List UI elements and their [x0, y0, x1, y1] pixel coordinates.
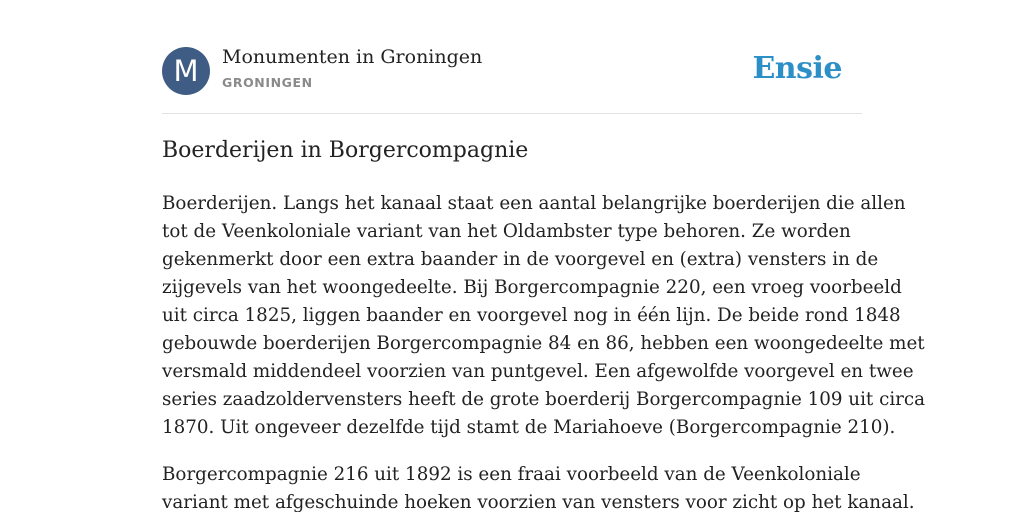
paragraph-line: gekenmerkt door een extra baander in de voorgevel en (extra) vensters in de: [162, 249, 879, 270]
source-subtitle: GRONINGEN: [222, 75, 313, 90]
paragraph-line: uit circa 1825, liggen baander en voorgevel nog in één lijn. De beide rond 1848: [162, 305, 901, 326]
paragraph-line: series zaadzoldervensters heeft de grote boerderij Borgercompagnie 109 uit circa: [162, 389, 926, 410]
article-paragraph-2: [162, 461, 915, 512]
article-paragraph-1: [162, 190, 926, 442]
ensie-logo[interactable]: Ensie: [752, 51, 842, 86]
paragraph-line: gebouwde boerderijen Borgercompagnie 84 en 86, hebben een woongedeelte met: [162, 333, 925, 354]
paragraph-line: zijgevels van het woongedeelte. Bij Borgercompagnie 220, een vroeg voorbeeld: [162, 277, 902, 298]
paragraph-line: Boerderijen. Langs het kanaal staat een aantal belangrijke boerderijen die allen: [162, 193, 906, 214]
article-title: Boerderijen in Borgercompagnie: [162, 138, 529, 163]
source-title[interactable]: Monumenten in Groningen: [222, 46, 483, 68]
paragraph-line: tot de Veenkoloniale variant van het Oldambster type behoren. Ze worden: [162, 221, 851, 242]
source-avatar[interactable]: M: [162, 47, 210, 95]
content-container: [162, 0, 926, 512]
paragraph-line: Borgercompagnie 216 uit 1892 is een fraai voorbeeld van de Veenkoloniale: [162, 464, 861, 485]
paragraph-line: 1870. Uit ongeveer dezelfde tijd stamt de Mariahoeve (Borgercompagnie 210).: [162, 417, 896, 438]
paragraph-line: variant met afgeschuinde hoeken voorzien van vensters voor zicht op het kanaal.: [162, 492, 915, 512]
paragraph-line: versmald middendeel voorzien van puntgevel. Een afgewolfde voorgevel en twee: [162, 361, 914, 382]
header: [162, 0, 862, 114]
